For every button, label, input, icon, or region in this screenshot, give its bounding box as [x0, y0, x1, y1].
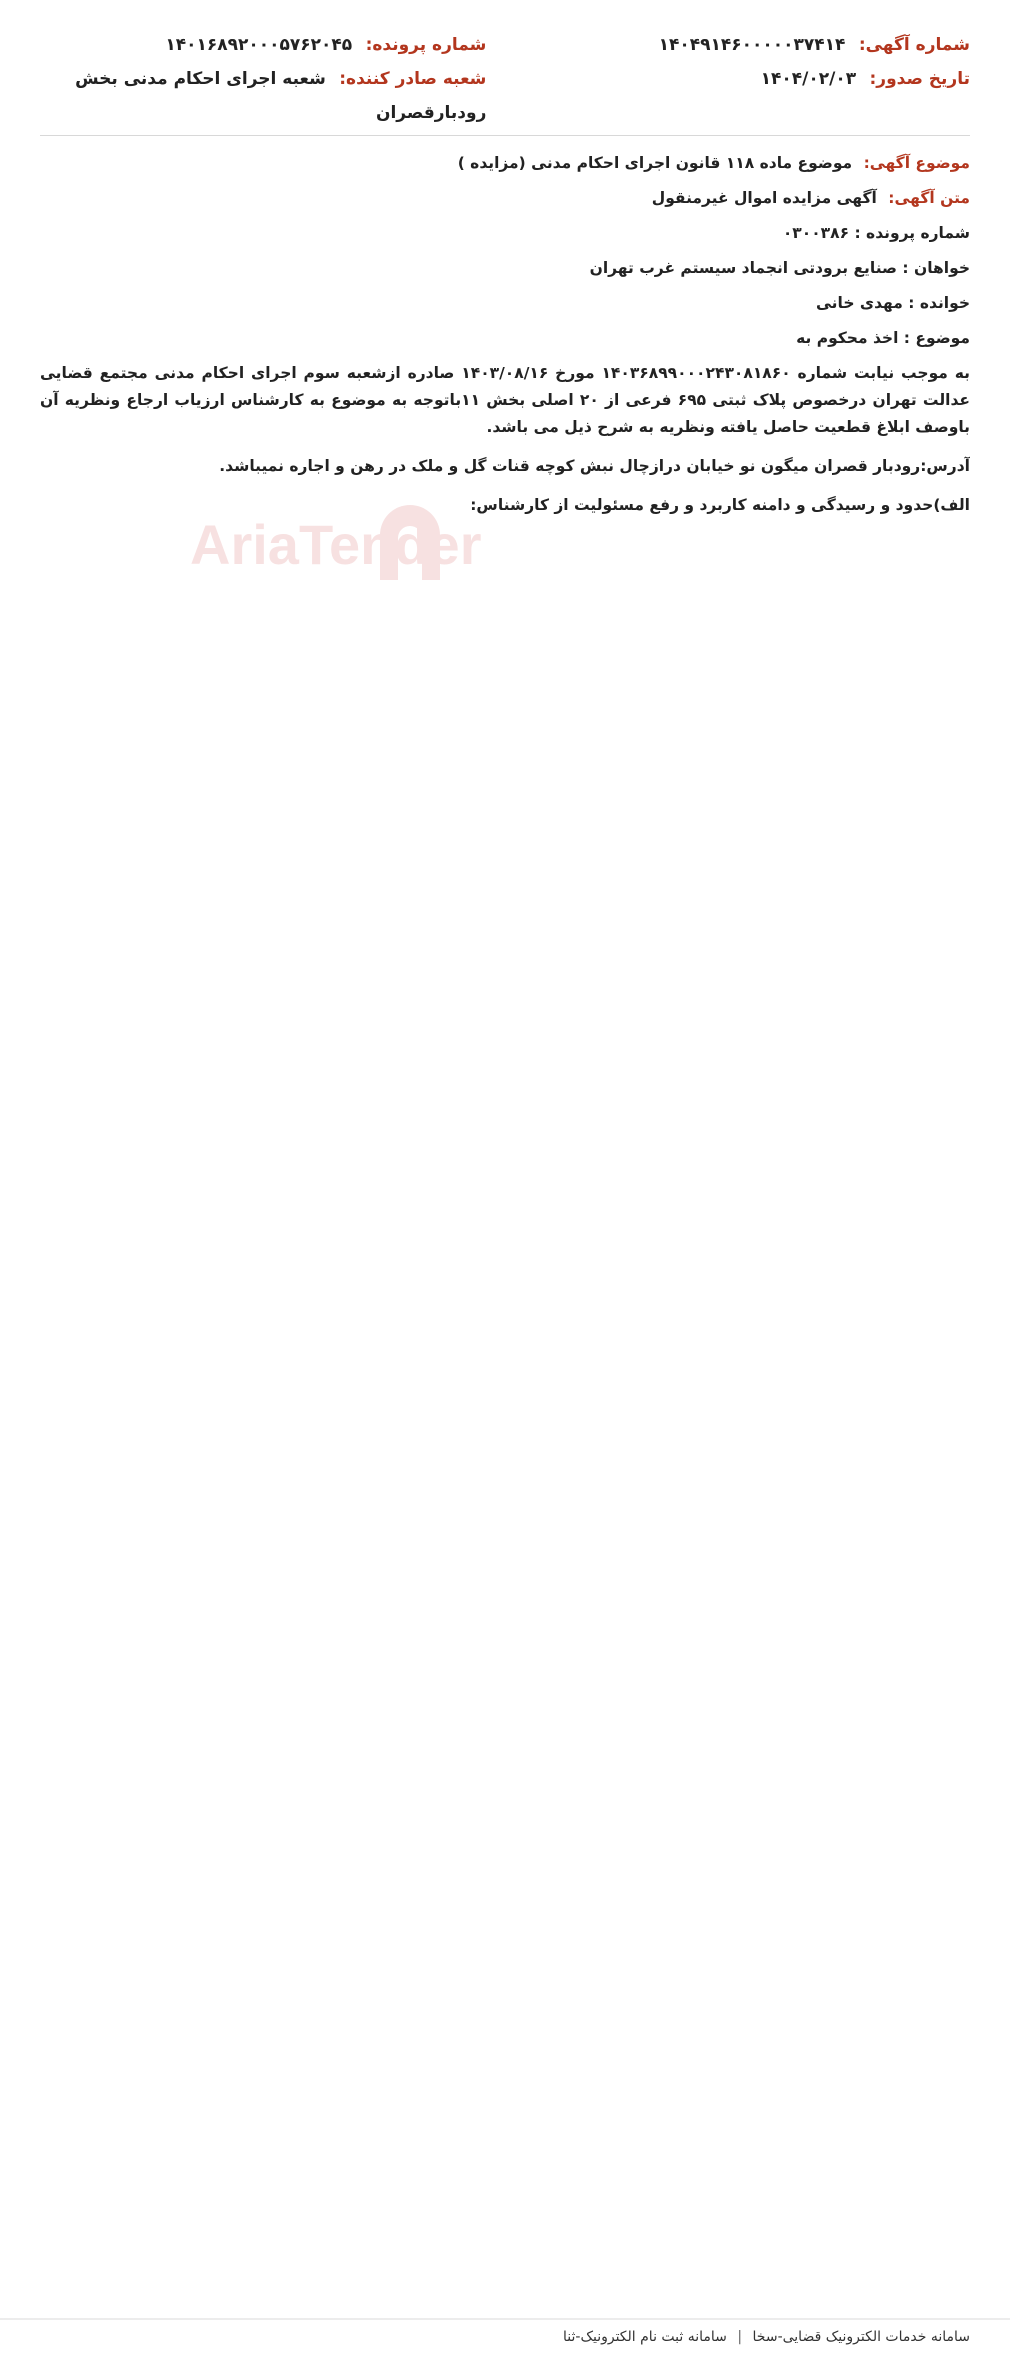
footer-divider: [0, 2318, 1010, 2320]
footer-link-sakha[interactable]: سامانه خدمات الکترونیک قضایی-سخا: [752, 2329, 970, 2345]
body-paragraph: الف)حدود و رسیدگی و دامنه کاربرد و رفع مسئولیت از کارشناس:: [470, 496, 970, 514]
body-title-line: [40, 185, 970, 212]
case-number-row: [40, 28, 486, 62]
footer-separator: |: [737, 2329, 743, 2345]
watermark-text: AriaTender: [190, 513, 482, 576]
issuer-row: [40, 62, 486, 130]
ad-number-row: [524, 28, 970, 62]
subject-value: موضوع ماده ۱۱۸ قانون اجرای احکام مدنی (مزایده ): [457, 154, 853, 172]
issue-date-label: تاریخ صدور:: [869, 69, 970, 89]
body-paragraph: به موجب نیابت شماره ۱۴۰۳۶۸۹۹۰۰۰۲۴۳۰۸۱۸۶۰ مورخ ۱۴۰۳/۰۸/۱۶ صادره ازشعبه سوم اجرای احکام مدنی مجتمع قضایی عدالت تهران درخصوص پلاک ثبتی ۶۹۵ فرعی از ۲۰ اصلی بخش ۱۱باتوجه به موضوع به کارشناس ارزیاب ارجاع ونظریه آن باوصف ابلاغ قطعیت حاصل یافته ونظریه به شرح ذیل می باشد.: [40, 364, 970, 436]
notice-content: [40, 150, 970, 2280]
subject-line: [40, 150, 970, 177]
footer-links: [563, 2329, 970, 2345]
case-number-label: شماره پرونده:: [365, 35, 487, 55]
header-left-column: [40, 28, 486, 130]
ad-number-label: شماره آگهی:: [858, 35, 970, 55]
case-no-line: شماره پرونده : ۰۳۰۰۳۸۶: [782, 224, 970, 242]
issuer-label: شعبه صادر کننده:: [339, 69, 487, 89]
plaintiff-line: خواهان : صنایع برودتی انجماد سیستم غرب تهران: [589, 259, 970, 277]
issuer-value: شعبه اجرای احکام مدنی بخش رودبارقصران: [75, 69, 487, 123]
ad-number-value: ۱۴۰۴۹۱۴۶۰۰۰۰۰۳۷۴۱۴: [658, 35, 846, 55]
body-label: متن آگهی:: [888, 189, 970, 207]
header-right-column: [524, 28, 970, 96]
header-divider: [40, 135, 970, 136]
topic-line: موضوع : اخذ محکوم به: [796, 329, 970, 347]
footer-link-sana[interactable]: سامانه ثبت نام الکترونیک-ثنا: [563, 2329, 727, 2345]
notice-header: [40, 28, 970, 138]
case-number-value: ۱۴۰۱۶۸۹۲۰۰۰۵۷۶۲۰۴۵: [165, 35, 353, 55]
issue-date-value: ۱۴۰۴/۰۲/۰۳: [760, 69, 857, 89]
body-paragraph: آدرس:رودبار قصران میگون نو خیابان درازچال نبش کوچه قنات گل و ملک در رهن و اجاره نمیباشد.: [219, 457, 970, 475]
subject-label: موضوع آگهی:: [863, 154, 970, 172]
body-title: آگهی مزایده اموال غیرمنقول: [651, 189, 877, 207]
defendant-line: خوانده : مهدی خانی: [816, 294, 970, 312]
issue-date-row: [524, 62, 970, 96]
